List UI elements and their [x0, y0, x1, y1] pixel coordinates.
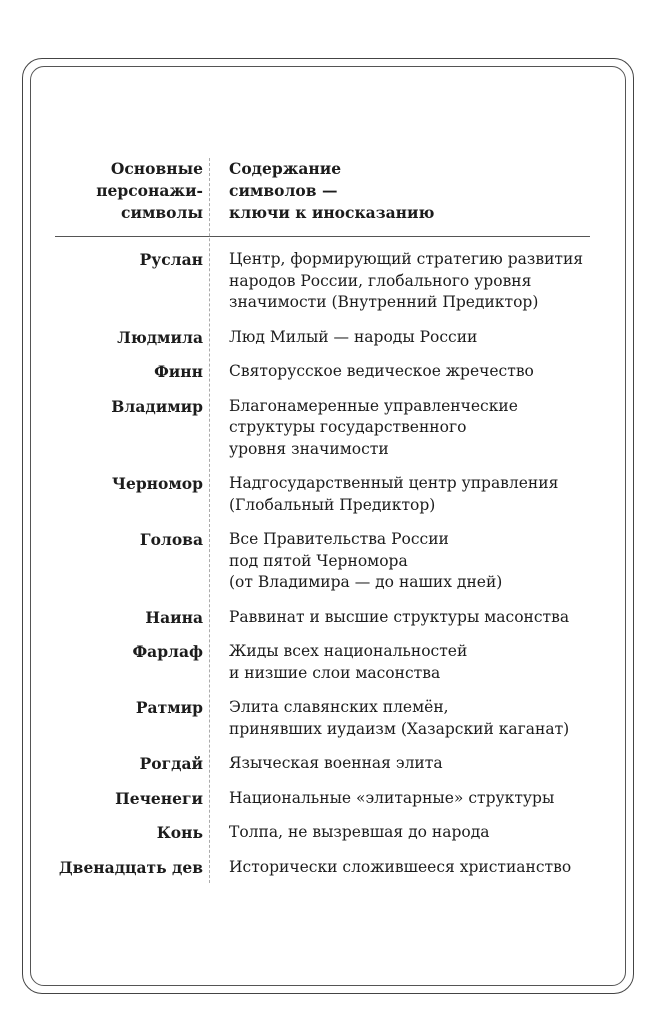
symbol-meaning [216, 473, 605, 516]
table-header [55, 158, 605, 224]
character-name: Руслан [139, 250, 203, 269]
character-name: Финн [154, 362, 203, 381]
symbol-meaning [216, 641, 605, 684]
table-row [55, 788, 605, 810]
meaning-line: Надгосударственный центр управления [229, 474, 559, 492]
meaning-line: Жиды всех национальностей [229, 642, 468, 660]
symbol-meaning [216, 753, 605, 775]
table-row [55, 822, 605, 844]
meaning-line: Все Правительства России [229, 530, 449, 548]
table-row [55, 361, 605, 383]
header-col1-line: символы [121, 203, 203, 222]
symbol-meaning [216, 607, 605, 629]
meaning-line: (Глобальный Предиктор) [229, 495, 436, 514]
table-row [55, 529, 605, 594]
meaning-line: значимости (Внутренний Предиктор) [229, 293, 539, 311]
character-name: Печенеги [115, 788, 203, 808]
meaning-line: Центр, формирующий стратегию развития [229, 250, 584, 268]
meaning-line: Люд Милый — народы России [229, 327, 478, 346]
symbol-meaning [216, 327, 605, 349]
meaning-line: Исторически сложившееся христианство [229, 857, 572, 876]
character-name: Рогдай [139, 754, 203, 773]
header-col2-line: Содержание [229, 159, 342, 178]
table-row [55, 753, 605, 775]
symbol-meaning [216, 822, 605, 844]
meaning-line: Национальные «элитарные» структуры [229, 788, 555, 807]
table-row [55, 641, 605, 684]
table-row [55, 857, 605, 879]
column-divider [209, 158, 210, 883]
header-col1-line: персонажи- [96, 181, 203, 200]
header-meaning [216, 158, 605, 224]
table-row [55, 396, 605, 461]
meaning-line: структуры государственного [229, 418, 467, 436]
meaning-line: принявших иудаизм (Хазарский каганат) [229, 719, 570, 738]
character-name: Наина [145, 607, 203, 627]
meaning-line: Святорусское ведическое жречество [229, 362, 534, 380]
header-characters [55, 158, 216, 224]
header-col1-line: Основные [110, 159, 203, 178]
meaning-line: Элита славянских племён, [229, 698, 449, 716]
header-col2-line: символов — [229, 181, 338, 200]
character-name: Ратмир [135, 698, 203, 717]
symbol-meaning [216, 249, 605, 314]
symbol-meaning [216, 857, 605, 879]
meaning-line: под пятой Черномора [229, 551, 408, 570]
table-row [55, 607, 605, 629]
table-row [55, 327, 605, 349]
meaning-line: (от Владимира — до наших дней) [229, 573, 503, 591]
meaning-line: Раввинат и высшие структуры масонства [229, 607, 570, 626]
meaning-line: Благонамеренные управленческие [229, 396, 518, 415]
header-rule [55, 236, 590, 237]
meaning-line: Толпа, не вызревшая до народа [229, 823, 490, 841]
symbol-meaning [216, 529, 605, 594]
header-col2-line: ключи к иносказанию [229, 203, 435, 222]
symbol-meaning [216, 788, 605, 810]
meaning-line: и низшие слои масонства [229, 663, 441, 682]
symbol-meaning [216, 396, 605, 461]
symbols-table [55, 158, 605, 891]
table-row [55, 249, 605, 314]
character-name: Владимир [111, 396, 203, 416]
meaning-line: уровня значимости [229, 439, 389, 458]
character-name: Людмила [117, 327, 203, 347]
character-name: Черномор [111, 474, 203, 493]
table-body [55, 249, 605, 878]
meaning-line: народов России, глобального уровня [229, 271, 532, 290]
character-name: Фарлаф [132, 642, 203, 661]
symbol-meaning [216, 361, 605, 383]
character-name: Голова [139, 530, 203, 549]
table-row [55, 473, 605, 516]
meaning-line: Языческая военная элита [229, 754, 443, 772]
character-name: Двенадцать дев [58, 857, 203, 877]
table-row [55, 697, 605, 740]
symbol-meaning [216, 697, 605, 740]
character-name: Конь [156, 823, 203, 842]
